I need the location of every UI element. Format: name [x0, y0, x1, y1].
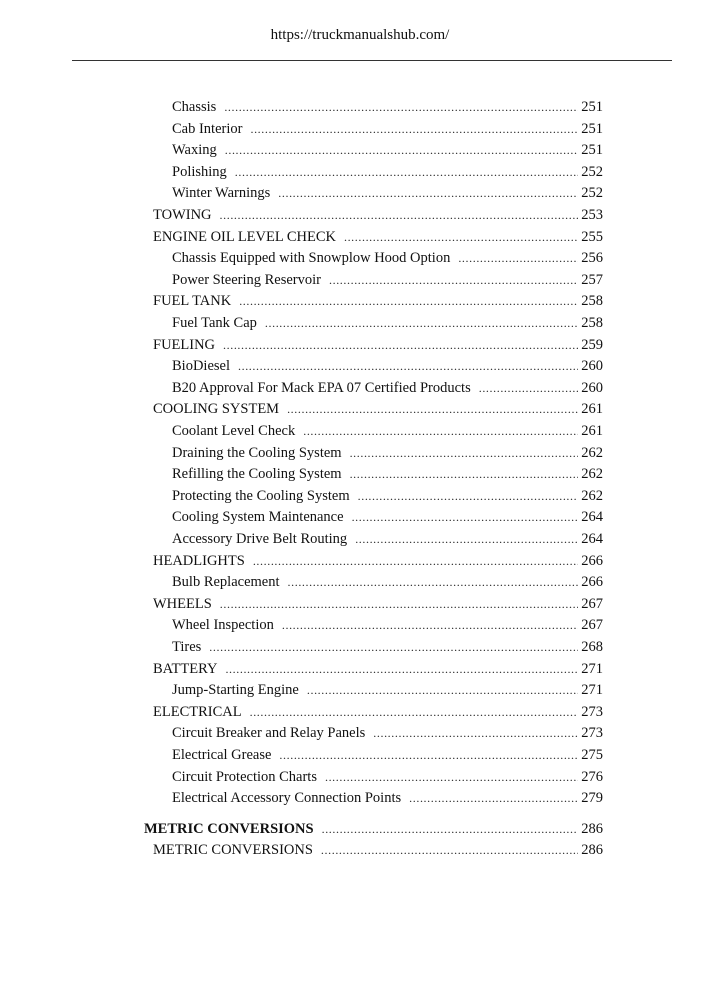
- toc-entry-title: B20 Approval For Mack EPA 07 Certified Products: [172, 379, 471, 396]
- toc-entry-page: 286: [581, 820, 603, 837]
- toc-entry[interactable]: [153, 840, 603, 860]
- toc-entry-title: Wheel Inspection: [172, 617, 274, 634]
- toc-dot-leader: [329, 270, 578, 290]
- toc-entry[interactable]: [172, 313, 603, 333]
- toc-dot-leader: [220, 205, 579, 225]
- toc-entry[interactable]: [172, 464, 603, 484]
- toc-entry-page: 260: [581, 379, 603, 396]
- toc-entry-title: Winter Warnings: [172, 185, 271, 202]
- toc-entry-title: HEADLIGHTS: [153, 552, 245, 569]
- toc-entry[interactable]: [144, 819, 603, 839]
- toc-entry-title: Refilling the Cooling System: [172, 466, 342, 483]
- toc-dot-leader: [344, 227, 578, 247]
- toc-dot-leader: [350, 443, 579, 463]
- toc-entry-page: 276: [581, 768, 603, 785]
- toc-dot-leader: [238, 356, 578, 376]
- toc-entry-title: ENGINE OIL LEVEL CHECK: [153, 228, 336, 245]
- toc-entry-title: Electrical Accessory Connection Points: [172, 790, 402, 807]
- toc-entry[interactable]: [172, 356, 603, 376]
- toc-entry[interactable]: [172, 140, 603, 160]
- toc-dot-leader: [322, 819, 579, 839]
- toc-entry-page: 255: [581, 228, 603, 245]
- toc-entry-title: BATTERY: [153, 660, 218, 677]
- header-divider: [72, 60, 672, 61]
- toc-dot-leader: [321, 840, 578, 860]
- toc-dot-leader: [278, 183, 578, 203]
- toc-entry-title: FUELING: [153, 336, 216, 353]
- header-url[interactable]: https://truckmanualshub.com/: [270, 27, 450, 43]
- toc-entry[interactable]: [172, 119, 603, 139]
- toc-entry-page: 252: [581, 185, 603, 202]
- toc-dot-leader: [265, 313, 578, 333]
- toc-entry-page: 261: [581, 401, 603, 418]
- toc-dot-leader: [250, 119, 578, 139]
- toc-entry[interactable]: [172, 378, 603, 398]
- toc-entry-title: COOLING SYSTEM: [153, 401, 280, 418]
- toc-entry-page: 267: [581, 595, 603, 612]
- toc-entry-title: Draining the Cooling System: [172, 444, 342, 461]
- toc-entry-page: 267: [581, 617, 603, 634]
- toc-entry-title: WHEELS: [153, 595, 212, 612]
- toc-entry[interactable]: [153, 335, 603, 355]
- toc-entry-page: 264: [581, 509, 603, 526]
- toc-dot-leader: [458, 248, 578, 268]
- toc-entry-title: ELECTRICAL: [153, 703, 242, 720]
- toc-entry-title: Polishing: [172, 163, 227, 180]
- toc-entry-title: Cooling System Maintenance: [172, 509, 344, 526]
- toc-entry-page: 251: [581, 120, 603, 137]
- toc-entry[interactable]: [172, 637, 603, 657]
- toc-entry-title: Jump-Starting Engine: [172, 682, 299, 699]
- toc-dot-leader: [350, 464, 579, 484]
- toc-entry-title: Power Steering Reservoir: [172, 271, 321, 288]
- toc-entry[interactable]: [153, 227, 603, 247]
- toc-entry[interactable]: [172, 248, 603, 268]
- toc-entry-page: 262: [581, 466, 603, 483]
- toc-dot-leader: [287, 399, 578, 419]
- toc-entry-page: 273: [581, 703, 603, 720]
- toc-entry-title: Circuit Breaker and Relay Panels: [172, 725, 366, 742]
- toc-entry[interactable]: [172, 788, 603, 808]
- toc-entry[interactable]: [172, 183, 603, 203]
- toc-dot-leader: [225, 140, 579, 160]
- toc-entry-page: 264: [581, 531, 603, 547]
- toc-dot-leader: [352, 507, 579, 527]
- toc-entry[interactable]: [172, 421, 603, 441]
- toc-entry-page: 261: [581, 423, 603, 439]
- toc-dot-leader: [253, 551, 578, 571]
- toc-entry-title: Coolant Level Check: [172, 423, 296, 439]
- toc-entry-page: 275: [581, 747, 603, 763]
- toc-entry-page: 271: [581, 660, 603, 677]
- toc-entry-page: 252: [581, 163, 603, 180]
- toc-dot-leader: [224, 97, 578, 117]
- toc-entry-page: 266: [581, 574, 603, 591]
- toc-dot-leader: [355, 529, 578, 549]
- toc-entry-page: 251: [581, 142, 603, 159]
- toc-entry-page: 286: [581, 842, 603, 859]
- toc-entry[interactable]: [172, 723, 603, 743]
- toc-entry[interactable]: [153, 594, 603, 614]
- toc-dot-leader: [303, 421, 578, 441]
- toc-entry[interactable]: [172, 270, 603, 290]
- toc-entry-title: Cab Interior: [172, 120, 243, 137]
- toc-dot-leader: [225, 659, 578, 679]
- toc-dot-leader: [250, 702, 579, 722]
- toc-entry-page: 258: [581, 293, 603, 310]
- toc-entry-title: METRIC CONVERSIONS: [144, 820, 314, 837]
- toc-entry-page: 273: [581, 725, 603, 742]
- toc-entry[interactable]: [153, 551, 603, 571]
- toc-entry[interactable]: [172, 680, 603, 700]
- toc-entry-page: 268: [581, 639, 603, 655]
- toc-entry[interactable]: [153, 291, 603, 311]
- toc-dot-leader: [373, 723, 578, 743]
- toc-entry[interactable]: [172, 745, 603, 765]
- toc-dot-leader: [325, 767, 578, 787]
- toc-entry[interactable]: [153, 659, 603, 679]
- toc-entry[interactable]: [172, 97, 603, 117]
- toc-entry[interactable]: [172, 486, 603, 506]
- toc-entry[interactable]: [172, 767, 603, 787]
- toc-dot-leader: [239, 291, 578, 311]
- toc-entry-page: 253: [581, 207, 603, 223]
- toc-entry[interactable]: [153, 702, 603, 722]
- toc-entry-title: TOWING: [153, 207, 212, 223]
- toc-dot-leader: [358, 486, 579, 506]
- toc-entry-title: Bulb Replacement: [172, 574, 280, 591]
- toc-entry[interactable]: [153, 399, 603, 419]
- toc-entry-title: FUEL TANK: [153, 293, 232, 310]
- toc-entry-page: 258: [581, 315, 603, 331]
- toc-entry-page: 251: [581, 99, 603, 115]
- toc-entry-title: Chassis Equipped with Snowplow Hood Option: [172, 250, 451, 267]
- toc-entry-title: METRIC CONVERSIONS: [153, 842, 313, 859]
- toc-entry-title: BioDiesel: [172, 358, 230, 375]
- toc-entry[interactable]: [172, 507, 603, 527]
- toc-entry-title: Accessory Drive Belt Routing: [172, 531, 348, 547]
- toc-dot-leader: [307, 680, 578, 700]
- toc-entry-page: 257: [581, 271, 603, 288]
- toc-dot-leader: [279, 745, 578, 765]
- toc-dot-leader: [223, 335, 578, 355]
- toc-entry-page: 279: [581, 790, 603, 807]
- toc-entry-title: Electrical Grease: [172, 747, 272, 763]
- toc-entry-title: Chassis: [172, 99, 217, 115]
- toc-entry-page: 260: [581, 358, 603, 375]
- toc-dot-leader: [235, 162, 578, 182]
- toc-dot-leader: [209, 637, 578, 657]
- toc-entry-title: Fuel Tank Cap: [172, 315, 257, 331]
- toc-entry-title: Protecting the Cooling System: [172, 487, 350, 504]
- toc-entry-page: 262: [581, 487, 603, 504]
- toc-entry[interactable]: [172, 572, 603, 592]
- toc-entry-title: Tires: [172, 639, 202, 655]
- toc-entry-title: Waxing: [172, 142, 217, 159]
- toc-entry-page: 271: [581, 682, 603, 699]
- toc-entry-title: Circuit Protection Charts: [172, 768, 317, 785]
- toc-entry-page: 256: [581, 250, 603, 267]
- toc-dot-leader: [409, 788, 578, 808]
- toc-entry[interactable]: [153, 205, 603, 225]
- toc-dot-leader: [282, 615, 578, 635]
- toc-dot-leader: [288, 572, 579, 592]
- toc-entry[interactable]: [172, 162, 603, 182]
- toc-entry-page: 259: [581, 336, 603, 353]
- toc-entry[interactable]: [172, 443, 603, 463]
- toc-entry-page: 266: [581, 552, 603, 569]
- toc-dot-leader: [479, 378, 579, 398]
- toc-entry[interactable]: [172, 529, 603, 549]
- toc-entry-page: 262: [581, 444, 603, 461]
- toc-dot-leader: [220, 594, 578, 614]
- toc-entry[interactable]: [172, 615, 603, 635]
